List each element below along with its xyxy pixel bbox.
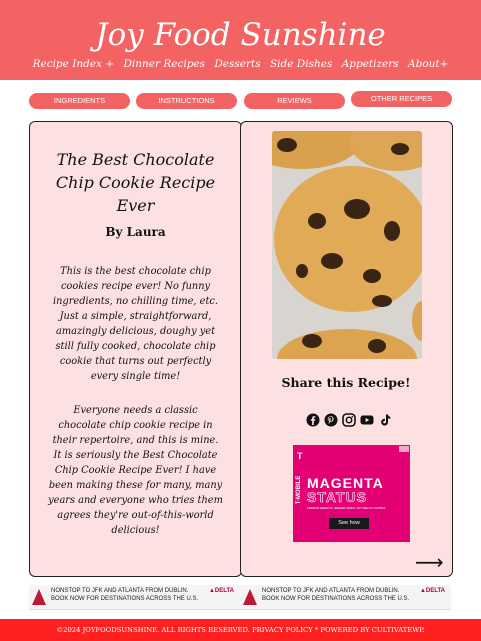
recipe-byline: By Laura — [105, 225, 166, 239]
jump-reviews-button[interactable]: REVIEWS — [244, 93, 345, 109]
ad-cta-button[interactable]: See how — [329, 518, 369, 529]
instagram-icon[interactable] — [342, 412, 356, 426]
tmobile-ad[interactable] — [293, 445, 410, 542]
ad-headline-line2: STATUS — [307, 489, 367, 505]
nav-item-recipe-index[interactable]: Recipe Index + — [32, 58, 115, 70]
banner-ad-text — [51, 587, 198, 603]
recipe-media-card — [240, 121, 453, 577]
nav-item-desserts[interactable]: Desserts — [214, 58, 261, 70]
recipe-title: The Best Chocolate Chip Cookie Recipe Ever — [55, 150, 216, 215]
youtube-icon[interactable] — [360, 412, 374, 426]
jump-ingredients-button[interactable]: INGREDIENTS — [29, 93, 130, 109]
social-icons — [299, 412, 399, 428]
recipe-intro-card — [29, 121, 242, 577]
next-arrow-icon[interactable]: ⟶ — [415, 550, 444, 574]
delta-logo: ▲DELTA — [419, 588, 445, 594]
nav-item-about[interactable]: About+ — [408, 58, 449, 70]
tmobile-logo-icon: T — [297, 451, 303, 461]
ad-headline-line1: MAGENTA — [307, 475, 384, 491]
nav-item-dinner-recipes[interactable]: Dinner Recipes — [123, 58, 206, 70]
delta-banner-ad[interactable] — [240, 585, 451, 610]
recipe-intro-paragraph: Everyone needs a classic chocolate chip cookie recipe in their repertoire, and this is mine. It is seriously the Best Chocolate Chip Cookie Recipe Ever! I have been making these for many, many years and everyone who tries them agrees they're out-of-this-world delicious! — [48, 405, 223, 536]
delta-logo: ▲DELTA — [208, 588, 234, 594]
ad-small-print: PREMIUM BENEFITS. MEMBER PERKS. ANYTIME ON T-MOBILE. — [307, 507, 386, 510]
nav-item-side-dishes[interactable]: Side Dishes — [269, 58, 333, 70]
ad-brand: T-MOBILE — [296, 475, 302, 505]
site-header — [0, 0, 481, 80]
jump-instructions-button[interactable]: INSTRUCTIONS — [136, 93, 237, 109]
site-title[interactable]: Joy Food Sunshine — [95, 17, 386, 53]
jump-other-recipes-button[interactable]: OTHER RECIPES — [351, 91, 452, 107]
share-heading: Share this Recipe! — [281, 375, 411, 390]
banner-ad-text-line2: BOOK NOW FOR DESTINATIONS ACROSS THE U.S. — [262, 596, 410, 602]
banner-ad-text-line2: BOOK NOW FOR DESTINATIONS ACROSS THE U.S. — [51, 596, 199, 602]
facebook-icon[interactable] — [306, 412, 320, 426]
main-nav — [0, 58, 481, 70]
tiktok-icon[interactable] — [378, 412, 392, 426]
pinterest-icon[interactable] — [324, 412, 338, 426]
nav-item-appetizers[interactable]: Appetizers — [341, 58, 399, 70]
banner-ad-text-line1: NONSTOP TO JFK AND ATLANTA FROM DUBLIN. — [262, 588, 400, 594]
delta-banner-ad[interactable] — [29, 585, 240, 610]
banner-ad-text — [262, 587, 409, 603]
recipe-intro-paragraph: This is the best chocolate chip cookies recipe ever! No funny ingredients, no chilling time, etc. Just a simple, straightforward, amazingly delicious, doughy yet still fully cooked, chocolate chip cookie that turns out perfectly every single time! — [53, 266, 218, 382]
site-footer: ©2024 JOYFOODSUNSHINE. ALL RIGHTS RESERVED. PRIVACY POLICY * POWERED BY CULTIVATEWP. — [0, 619, 481, 641]
banner-ad-text-line1: NONSTOP TO JFK AND ATLANTA FROM DUBLIN. — [51, 588, 189, 594]
cookie-photo — [272, 131, 422, 359]
